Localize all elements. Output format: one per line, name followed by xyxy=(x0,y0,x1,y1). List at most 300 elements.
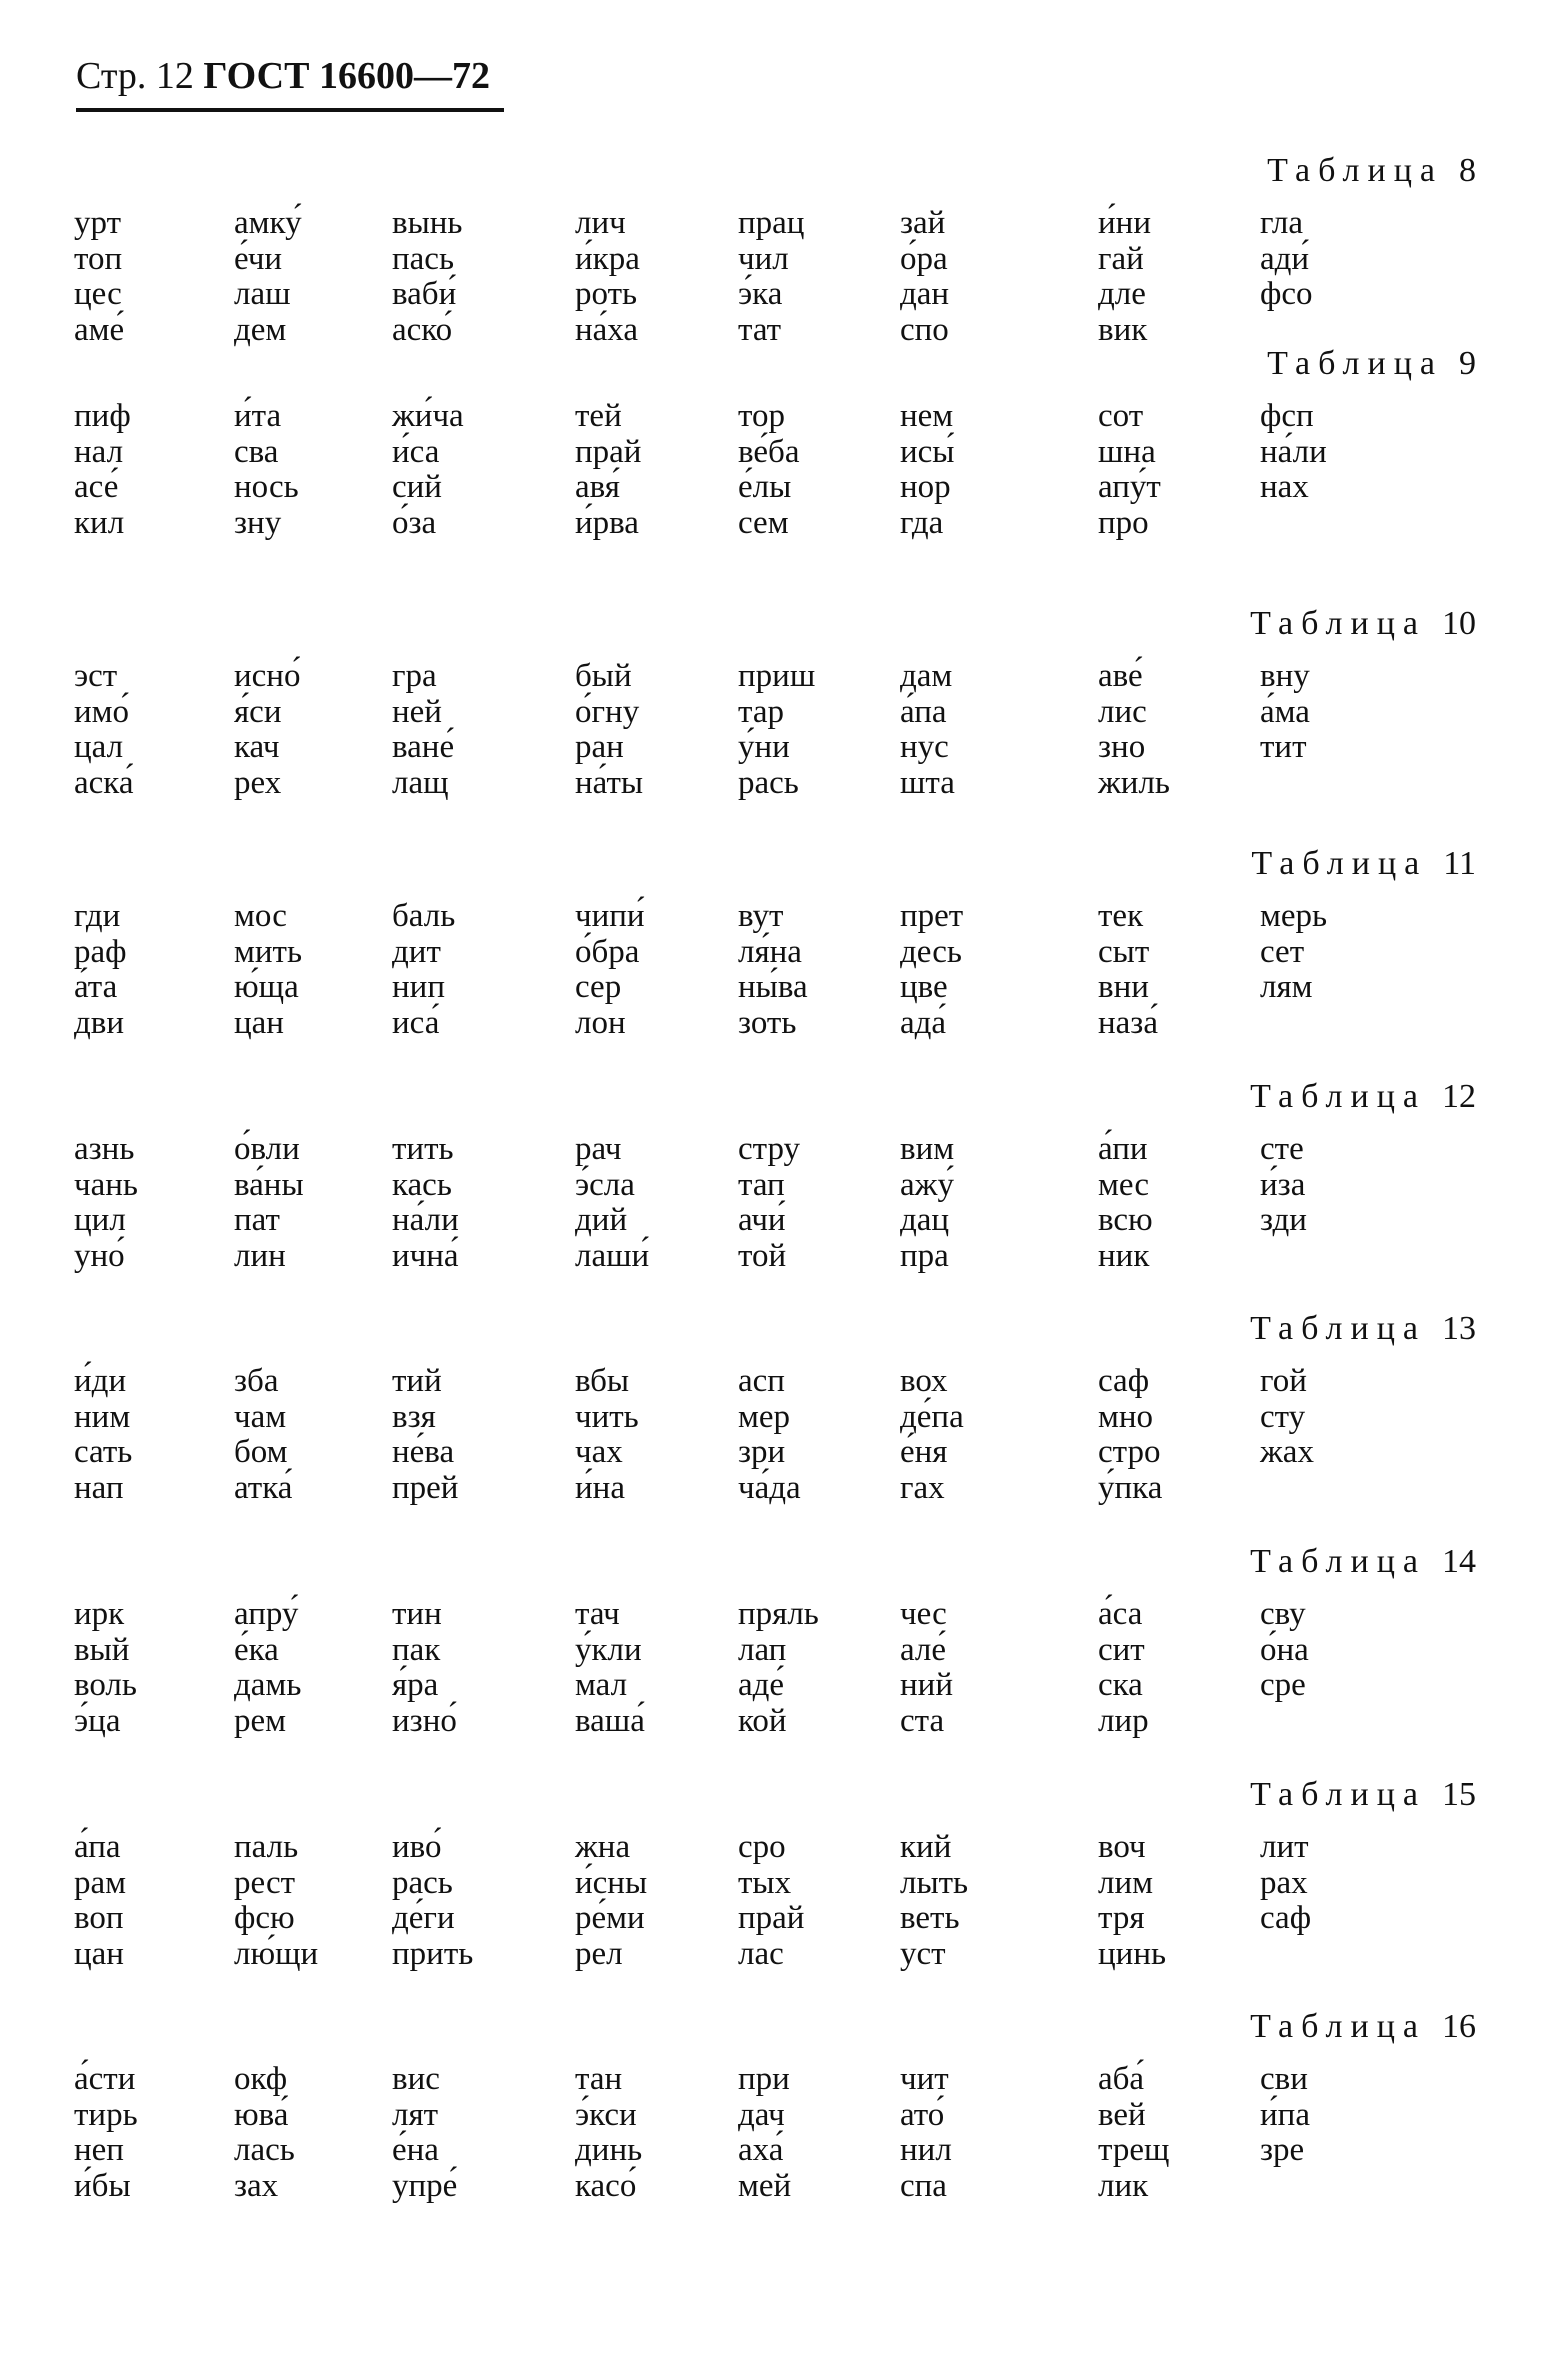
syllable-cell: лаш xyxy=(234,276,291,312)
syllable-cell: а́па xyxy=(900,693,947,730)
syllable-cell: чес xyxy=(900,1596,947,1632)
syllable-cell: цал xyxy=(74,729,124,765)
syllable-cell: жиль xyxy=(1098,764,1170,801)
syllable-cell: воч xyxy=(1098,1829,1146,1865)
table-number: 16 xyxy=(1442,2008,1476,2045)
syllable-cell: тирь xyxy=(74,2096,138,2133)
syllable-cell: на́ли xyxy=(392,1202,459,1238)
syllable-cell: пат xyxy=(234,1202,280,1238)
syllable-cell: стро xyxy=(1098,1434,1161,1470)
syllable-cell: азнь xyxy=(74,1131,135,1167)
syllable-cell: лис xyxy=(1098,693,1147,730)
syllable-cell: мес xyxy=(1098,1166,1149,1203)
syllable-cell: чань xyxy=(74,1166,138,1203)
table-caption xyxy=(1250,2008,1476,2046)
syllable-cell: спа xyxy=(900,2167,947,2204)
syllable-cell: вый xyxy=(74,1631,130,1668)
syllable-cell: лю́щи xyxy=(234,1935,319,1972)
syllable-cell: динь xyxy=(575,2132,643,2168)
syllable-cell: цан xyxy=(74,1935,124,1972)
syllable-cell: сий xyxy=(392,469,442,505)
syllable-cell: чипи́ xyxy=(575,898,645,934)
syllable-cell: нус xyxy=(900,729,949,765)
table-row xyxy=(0,2169,1548,2205)
table-number: 12 xyxy=(1442,1078,1476,1115)
syllable-cell: нах xyxy=(1260,469,1309,505)
syllable-cell: тей xyxy=(575,398,622,434)
syllable-cell: я́си xyxy=(234,693,282,730)
table-number: 10 xyxy=(1442,605,1476,642)
syllable-cell: э́кси xyxy=(575,2096,637,2133)
table-row xyxy=(0,1901,1548,1937)
syllable-cell: гой xyxy=(1260,1363,1307,1399)
syllable-cell: дит xyxy=(392,933,441,970)
syllable-cell: раф xyxy=(74,933,127,970)
syllable-cell: зди xyxy=(1260,1202,1307,1238)
syllable-cell: у́ни xyxy=(738,729,790,765)
syllable-cell: ник xyxy=(1098,1237,1150,1274)
syllable-cell: тря xyxy=(1098,1900,1145,1936)
syllable-cell: гда xyxy=(900,504,944,541)
table-grid xyxy=(0,1830,1548,1972)
table-caption xyxy=(1250,605,1476,643)
syllable-cell: ча́да xyxy=(738,1469,801,1506)
syllable-cell: ю́ща xyxy=(234,969,299,1005)
syllable-cell: рем xyxy=(234,1702,287,1739)
syllable-cell: рась xyxy=(392,1864,453,1901)
syllable-cell: лин xyxy=(234,1237,286,1274)
syllable-cell: кач xyxy=(234,729,280,765)
syllable-cell: пра xyxy=(900,1237,949,1274)
syllable-cell: дле xyxy=(1098,276,1146,312)
syllable-cell: атка́ xyxy=(234,1469,293,1506)
syllable-cell: прай xyxy=(738,1900,805,1936)
syllable-cell: фсп xyxy=(1260,398,1314,434)
table-caption-label: Таблица xyxy=(1250,1078,1426,1115)
table-caption xyxy=(1250,1310,1476,1348)
table-grid xyxy=(0,899,1548,1041)
table-row xyxy=(0,506,1548,542)
syllable-cell: и́на xyxy=(575,1469,625,1506)
syllable-cell: уно́ xyxy=(74,1237,125,1274)
syllable-cell: иво́ xyxy=(392,1829,442,1865)
syllable-cell: сер xyxy=(575,969,622,1005)
syllable-cell: окф xyxy=(234,2061,288,2097)
syllable-cell: чил xyxy=(738,240,789,277)
syllable-cell: и́кра xyxy=(575,240,640,277)
syllable-cell: нап xyxy=(74,1469,124,1506)
syllable-cell: кил xyxy=(74,504,125,541)
syllable-cell: рах xyxy=(1260,1864,1308,1901)
syllable-cell: тор xyxy=(738,398,785,434)
syllable-cell: сро xyxy=(738,1829,786,1865)
syllable-cell: кой xyxy=(738,1702,787,1739)
syllable-cell: сту xyxy=(1260,1398,1306,1435)
syllable-cell: дан xyxy=(900,276,950,312)
syllable-cell: десь xyxy=(900,933,962,970)
syllable-cell: амку́ xyxy=(234,205,302,241)
syllable-cell: лась xyxy=(234,2132,295,2168)
syllable-cell: топ xyxy=(74,240,123,277)
syllable-cell: ним xyxy=(74,1398,131,1435)
table-row xyxy=(0,1597,1548,1633)
table-grid xyxy=(0,2062,1548,2204)
syllable-cell: жна xyxy=(575,1829,631,1865)
table-row xyxy=(0,277,1548,313)
syllable-cell: цес xyxy=(74,276,122,312)
syllable-cell: е́на xyxy=(392,2132,439,2168)
syllable-cell: вик xyxy=(1098,311,1148,348)
syllable-cell: нал xyxy=(74,433,124,470)
syllable-cell: ней xyxy=(392,693,442,730)
syllable-cell: неп xyxy=(74,2132,124,2168)
syllable-cell: цинь xyxy=(1098,1935,1167,1972)
syllable-cell: аве́ xyxy=(1098,658,1143,694)
table-row xyxy=(0,935,1548,971)
syllable-cell: прац xyxy=(738,205,805,241)
syllable-cell: тий xyxy=(392,1363,442,1399)
table-caption xyxy=(1251,845,1476,883)
table-grid xyxy=(0,399,1548,541)
syllable-cell: упре́ xyxy=(392,2167,458,2204)
table-caption xyxy=(1250,1078,1476,1116)
syllable-cell: сет xyxy=(1260,933,1305,970)
table-row xyxy=(0,2133,1548,2169)
syllable-cell: мал xyxy=(575,1667,628,1703)
syllable-cell: гра xyxy=(392,658,437,694)
syllable-cell: апру́ xyxy=(234,1596,299,1632)
syllable-cell: чит xyxy=(900,2061,949,2097)
syllable-cell: кий xyxy=(900,1829,952,1865)
table-row xyxy=(0,1364,1548,1400)
header-rule xyxy=(76,108,504,112)
syllable-cell: вынь xyxy=(392,205,463,241)
syllable-cell: мерь xyxy=(1260,898,1328,934)
syllable-cell: юва́ xyxy=(234,2096,289,2133)
syllable-cell: сем xyxy=(738,504,789,541)
syllable-cell: ва́ны xyxy=(234,1166,304,1203)
syllable-cell: сте xyxy=(1260,1131,1304,1167)
syllable-cell: саф xyxy=(1260,1900,1312,1936)
syllable-cell: и́ди xyxy=(74,1363,127,1399)
syllable-cell: веть xyxy=(900,1900,960,1936)
table-caption xyxy=(1267,152,1476,190)
syllable-cell: лащ xyxy=(392,764,449,801)
syllable-cell: чам xyxy=(234,1398,287,1435)
syllable-cell: рам xyxy=(74,1864,127,1901)
syllable-cell: зба xyxy=(234,1363,279,1399)
table-caption-label: Таблица xyxy=(1267,152,1443,189)
syllable-cell: ля́на xyxy=(738,933,802,970)
table-row xyxy=(0,1937,1548,1973)
syllable-cell: ачи́ xyxy=(738,1202,786,1238)
syllable-cell: и́за xyxy=(1260,1166,1306,1203)
syllable-cell: аме́ xyxy=(74,311,125,348)
syllable-cell: сре xyxy=(1260,1667,1306,1703)
syllable-cell: ична́ xyxy=(392,1237,459,1274)
table-caption-label: Таблица xyxy=(1250,2008,1426,2045)
syllable-cell: зно xyxy=(1098,729,1146,765)
table-row xyxy=(0,242,1548,278)
syllable-cell: о́вли xyxy=(234,1131,300,1167)
syllable-cell: вей xyxy=(1098,2096,1146,2133)
syllable-cell: иса́ xyxy=(392,1004,440,1041)
syllable-cell: э́ка xyxy=(738,276,783,312)
table-caption-label: Таблица xyxy=(1250,1310,1426,1347)
syllable-cell: асп xyxy=(738,1363,785,1399)
table-grid xyxy=(0,659,1548,801)
table-row xyxy=(0,2062,1548,2098)
table-row xyxy=(0,1400,1548,1436)
syllable-cell: и́па xyxy=(1260,2096,1310,2133)
syllable-cell: и́рва xyxy=(575,504,639,541)
syllable-cell: лит xyxy=(1260,1829,1309,1865)
syllable-cell: ато́ xyxy=(900,2096,945,2133)
syllable-cell: зри xyxy=(738,1434,786,1470)
syllable-cell: бом xyxy=(234,1434,288,1470)
syllable-cell: спо xyxy=(900,311,949,348)
syllable-cell: вут xyxy=(738,898,784,934)
table-number: 14 xyxy=(1442,1543,1476,1580)
syllable-cell: асе́ xyxy=(74,469,119,505)
syllable-cell: а́са xyxy=(1098,1596,1143,1632)
syllable-cell: касо́ xyxy=(575,2167,637,2204)
table-grid xyxy=(0,206,1548,348)
table-row xyxy=(0,1866,1548,1902)
syllable-cell: ска xyxy=(1098,1667,1143,1703)
table-row xyxy=(0,730,1548,766)
table-number: 8 xyxy=(1459,152,1476,189)
syllable-cell: тых xyxy=(738,1864,792,1901)
syllable-cell: тач xyxy=(575,1596,620,1632)
syllable-cell: е́чи xyxy=(234,240,283,277)
table-row xyxy=(0,1668,1548,1704)
syllable-cell: вох xyxy=(900,1363,948,1399)
syllable-cell: наза́ xyxy=(1098,1004,1158,1041)
syllable-cell: лик xyxy=(1098,2167,1149,2204)
syllable-cell: чить xyxy=(575,1398,639,1435)
syllable-cell: е́лы xyxy=(738,469,792,505)
syllable-cell: сит xyxy=(1098,1631,1145,1668)
syllable-cell: жи́ча xyxy=(392,398,464,434)
syllable-cell: тин xyxy=(392,1596,442,1632)
syllable-cell: мно xyxy=(1098,1398,1154,1435)
syllable-cell: чах xyxy=(575,1434,623,1470)
syllable-cell: у́пка xyxy=(1098,1469,1163,1506)
syllable-cell: ста xyxy=(900,1702,945,1739)
syllable-cell: прай xyxy=(575,433,642,470)
syllable-cell: мер xyxy=(738,1398,791,1435)
table-row xyxy=(0,1168,1548,1204)
syllable-cell: вни xyxy=(1098,969,1149,1005)
syllable-cell: я́ра xyxy=(392,1667,439,1703)
syllable-cell: тек xyxy=(1098,898,1144,934)
syllable-cell: паль xyxy=(234,1829,299,1865)
table-row xyxy=(0,2098,1548,2134)
syllable-cell: взя xyxy=(392,1398,436,1435)
syllable-cell: и́сны xyxy=(575,1864,648,1901)
table-row xyxy=(0,470,1548,506)
syllable-cell: урт xyxy=(74,205,121,241)
syllable-cell: де́ги xyxy=(392,1900,455,1936)
syllable-cell: пиф xyxy=(74,398,131,434)
syllable-cell: нось xyxy=(234,469,299,505)
syllable-cell: вну xyxy=(1260,658,1310,694)
syllable-cell: воп xyxy=(74,1900,124,1936)
syllable-cell: сви xyxy=(1260,2061,1308,2097)
syllable-cell: аба́ xyxy=(1098,2061,1145,2097)
table-caption-label: Таблица xyxy=(1250,1543,1426,1580)
syllable-cell: ади́ xyxy=(1260,240,1310,277)
syllable-cell: а́па xyxy=(74,1829,121,1865)
syllable-cell: апу́т xyxy=(1098,469,1161,505)
syllable-cell: лаши́ xyxy=(575,1237,650,1274)
syllable-cell: ве́ба xyxy=(738,433,800,470)
syllable-cell: тар xyxy=(738,693,784,730)
syllable-cell: роть xyxy=(575,276,638,312)
syllable-cell: зну xyxy=(234,504,282,541)
syllable-cell: прей xyxy=(392,1469,459,1506)
table-caption xyxy=(1250,1543,1476,1581)
syllable-cell: мей xyxy=(738,2167,792,2204)
syllable-cell: имо́ xyxy=(74,693,130,730)
syllable-cell: зах xyxy=(234,2167,279,2204)
syllable-cell: не́ва xyxy=(392,1434,455,1470)
syllable-cell: рех xyxy=(234,764,282,801)
syllable-cell: пась xyxy=(392,240,455,277)
syllable-cell: дац xyxy=(900,1202,950,1238)
syllable-cell: аско́ xyxy=(392,311,453,348)
table-row xyxy=(0,1203,1548,1239)
syllable-cell: цве xyxy=(900,969,948,1005)
syllable-cell: гах xyxy=(900,1469,945,1506)
syllable-cell: гди xyxy=(74,898,121,934)
syllable-cell: о́за xyxy=(392,504,437,541)
syllable-cell: нем xyxy=(900,398,954,434)
table-row xyxy=(0,766,1548,802)
syllable-cell: на́ли xyxy=(1260,433,1327,470)
syllable-cell: дем xyxy=(234,311,287,348)
syllable-cell: лят xyxy=(392,2096,439,2133)
table-number: 9 xyxy=(1459,345,1476,382)
syllable-cell: е́ка xyxy=(234,1631,279,1668)
syllable-cell: аде́ xyxy=(738,1667,785,1703)
syllable-cell: на́ты xyxy=(575,764,644,801)
syllable-cell: трещ xyxy=(1098,2132,1170,2168)
syllable-cell: о́ра xyxy=(900,240,948,277)
syllable-cell: ирк xyxy=(74,1596,125,1632)
syllable-cell: и́ни xyxy=(1098,205,1151,241)
syllable-cell: де́па xyxy=(900,1398,964,1435)
syllable-cell: ажу́ xyxy=(900,1166,954,1203)
table-row xyxy=(0,1633,1548,1669)
table-row xyxy=(0,659,1548,695)
table-row xyxy=(0,1239,1548,1275)
syllable-cell: уст xyxy=(900,1935,946,1972)
syllable-cell: рел xyxy=(575,1935,623,1972)
syllable-cell: на́ха xyxy=(575,311,639,348)
syllable-cell: дви xyxy=(74,1004,125,1041)
syllable-cell: изно́ xyxy=(392,1702,457,1739)
syllable-cell: шна xyxy=(1098,433,1156,470)
syllable-cell: и́та xyxy=(234,398,282,434)
table-caption-label: Таблица xyxy=(1250,1776,1426,1813)
syllable-cell: лыть xyxy=(900,1864,969,1901)
syllable-cell: ване́ xyxy=(392,729,455,765)
syllable-cell: и́са xyxy=(392,433,440,470)
syllable-cell: сву xyxy=(1260,1596,1306,1632)
syllable-cell: гла xyxy=(1260,205,1303,241)
page-header xyxy=(76,52,490,100)
standard-label: ГОСТ 16600—72 xyxy=(203,55,490,97)
syllable-cell: лап xyxy=(738,1631,787,1668)
syllable-cell: цил xyxy=(74,1202,126,1238)
syllable-cell: а́та xyxy=(74,969,118,1005)
syllable-cell: эст xyxy=(74,658,118,694)
syllable-cell: фсо xyxy=(1260,276,1313,312)
syllable-cell: рест xyxy=(234,1864,296,1901)
table-grid xyxy=(0,1597,1548,1739)
syllable-cell: исы́ xyxy=(900,433,955,470)
syllable-cell: лон xyxy=(575,1004,626,1041)
syllable-cell: всю xyxy=(1098,1202,1153,1238)
syllable-cell: аска́ xyxy=(74,764,134,801)
syllable-cell: сыт xyxy=(1098,933,1150,970)
table-row xyxy=(0,313,1548,349)
table-row xyxy=(0,1006,1548,1042)
syllable-cell: баль xyxy=(392,898,456,934)
syllable-cell: шта xyxy=(900,764,955,801)
syllable-cell: зре xyxy=(1260,2132,1305,2168)
syllable-cell: прить xyxy=(392,1935,474,1972)
syllable-cell: сва xyxy=(234,433,279,470)
syllable-cell: тап xyxy=(738,1166,785,1203)
syllable-cell: пряль xyxy=(738,1596,819,1632)
table-row xyxy=(0,1471,1548,1507)
syllable-cell: про xyxy=(1098,504,1149,541)
page-label: Стр. 12 xyxy=(76,55,194,97)
syllable-cell: тить xyxy=(392,1131,454,1167)
syllable-cell: о́на xyxy=(1260,1631,1309,1668)
table-number: 11 xyxy=(1443,845,1476,882)
syllable-cell: саф xyxy=(1098,1363,1150,1399)
syllable-cell: кась xyxy=(392,1166,452,1203)
table-row xyxy=(0,970,1548,1006)
table-row xyxy=(0,695,1548,731)
syllable-cell: дамь xyxy=(234,1667,302,1703)
table-row xyxy=(0,899,1548,935)
syllable-cell: нил xyxy=(900,2132,952,2168)
syllable-cell: нор xyxy=(900,469,951,505)
syllable-cell: вбы xyxy=(575,1363,630,1399)
syllable-cell: ний xyxy=(900,1667,953,1703)
syllable-cell: стру xyxy=(738,1131,801,1167)
table-number: 15 xyxy=(1442,1776,1476,1813)
table-row xyxy=(0,1830,1548,1866)
table-row xyxy=(0,1704,1548,1740)
table-grid xyxy=(0,1132,1548,1274)
syllable-cell: зай xyxy=(900,205,946,241)
syllable-cell: ада́ xyxy=(900,1004,947,1041)
syllable-cell: рась xyxy=(738,764,799,801)
syllable-cell: зоть xyxy=(738,1004,797,1041)
syllable-cell: у́кли xyxy=(575,1631,642,1668)
syllable-cell: о́гну xyxy=(575,693,640,730)
table-row xyxy=(0,435,1548,471)
syllable-cell: жах xyxy=(1260,1434,1314,1470)
syllable-cell: сот xyxy=(1098,398,1144,434)
syllable-cell: цан xyxy=(234,1004,284,1041)
